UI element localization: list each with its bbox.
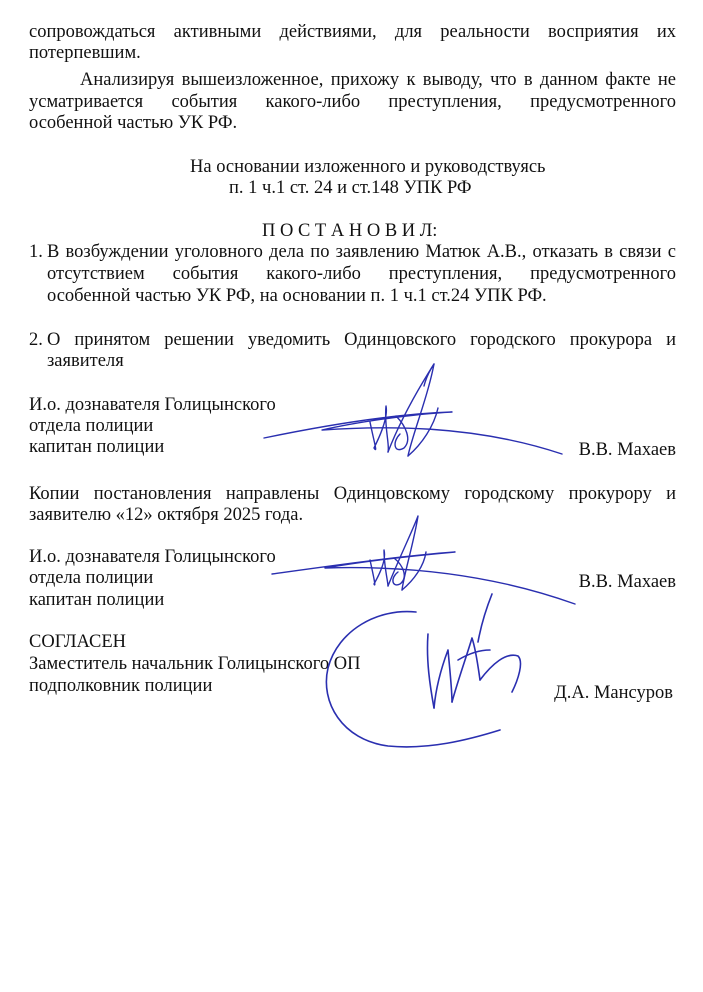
list-item	[47, 264, 676, 285]
signer-name: В.В. Махаев	[578, 440, 676, 460]
resolution-heading: П О С Т А Н О В И Л:	[262, 221, 438, 241]
paragraph-continuation	[29, 22, 676, 43]
approver-name: Д.А. Мансуров	[554, 683, 673, 703]
signer-title: отдела полиции	[29, 568, 154, 588]
signer-title: И.о. дознавателя Голицынского	[29, 395, 276, 415]
paragraph-line: усматривается события какого-либо преступления, предусмотренного	[29, 92, 676, 112]
paragraph-analysis-2	[29, 92, 676, 113]
list-item-number: 1.	[29, 242, 43, 262]
approver-title: подполковник полиции	[29, 676, 213, 696]
paragraph-line: Анализируя вышеизложенное, прихожу к выводу, что в данном факте не	[80, 70, 676, 90]
list-item-line: заявителя	[47, 351, 124, 371]
copies-paragraph	[29, 484, 676, 505]
list-item-number: 2.	[29, 330, 43, 350]
list-item-line: О принятом решении уведомить Одинцовского городского прокурора и	[47, 330, 676, 350]
copies-line: заявителю «12» октября 2025 года.	[29, 505, 304, 525]
signer-title: отдела полиции	[29, 416, 154, 436]
list-item-line: отсутствием события какого-либо преступления, предусмотренного	[47, 264, 676, 284]
list-item-line: В возбуждении уголовного дела по заявлению Матюк А.В., отказать в связи с	[47, 242, 676, 262]
approver-title: Заместитель начальник Голицынского ОП	[29, 654, 361, 674]
signature-makhaev-1	[262, 356, 572, 468]
basis-line: На основании изложенного и руководствуясь	[190, 157, 546, 177]
approval-label: СОГЛАСЕН	[29, 632, 126, 652]
signature-makhaev-2	[270, 512, 580, 608]
paragraph-line: потерпевшим.	[29, 43, 141, 63]
paragraph-line: особенной частью УК РФ.	[29, 113, 238, 133]
signer-title: И.о. дознавателя Голицынского	[29, 547, 276, 567]
list-item	[47, 242, 676, 263]
signer-title: капитан полиции	[29, 437, 165, 457]
basis-line: п. 1 ч.1 ст. 24 и ст.148 УПК РФ	[229, 178, 472, 198]
signer-title: капитан полиции	[29, 590, 165, 610]
list-item-line: особенной частью УК РФ, на основании п. 1 ч.1 ст.24 УПК РФ.	[47, 286, 547, 306]
paragraph-line: сопровождаться активными действиями, для реальности восприятия их	[29, 22, 676, 42]
copies-line: Копии постановления направлены Одинцовскому городскому прокурору и	[29, 484, 676, 504]
paragraph-analysis	[80, 70, 676, 91]
signature-mansurov	[318, 590, 538, 760]
signer-name: В.В. Махаев	[578, 572, 676, 592]
list-item	[47, 330, 676, 351]
